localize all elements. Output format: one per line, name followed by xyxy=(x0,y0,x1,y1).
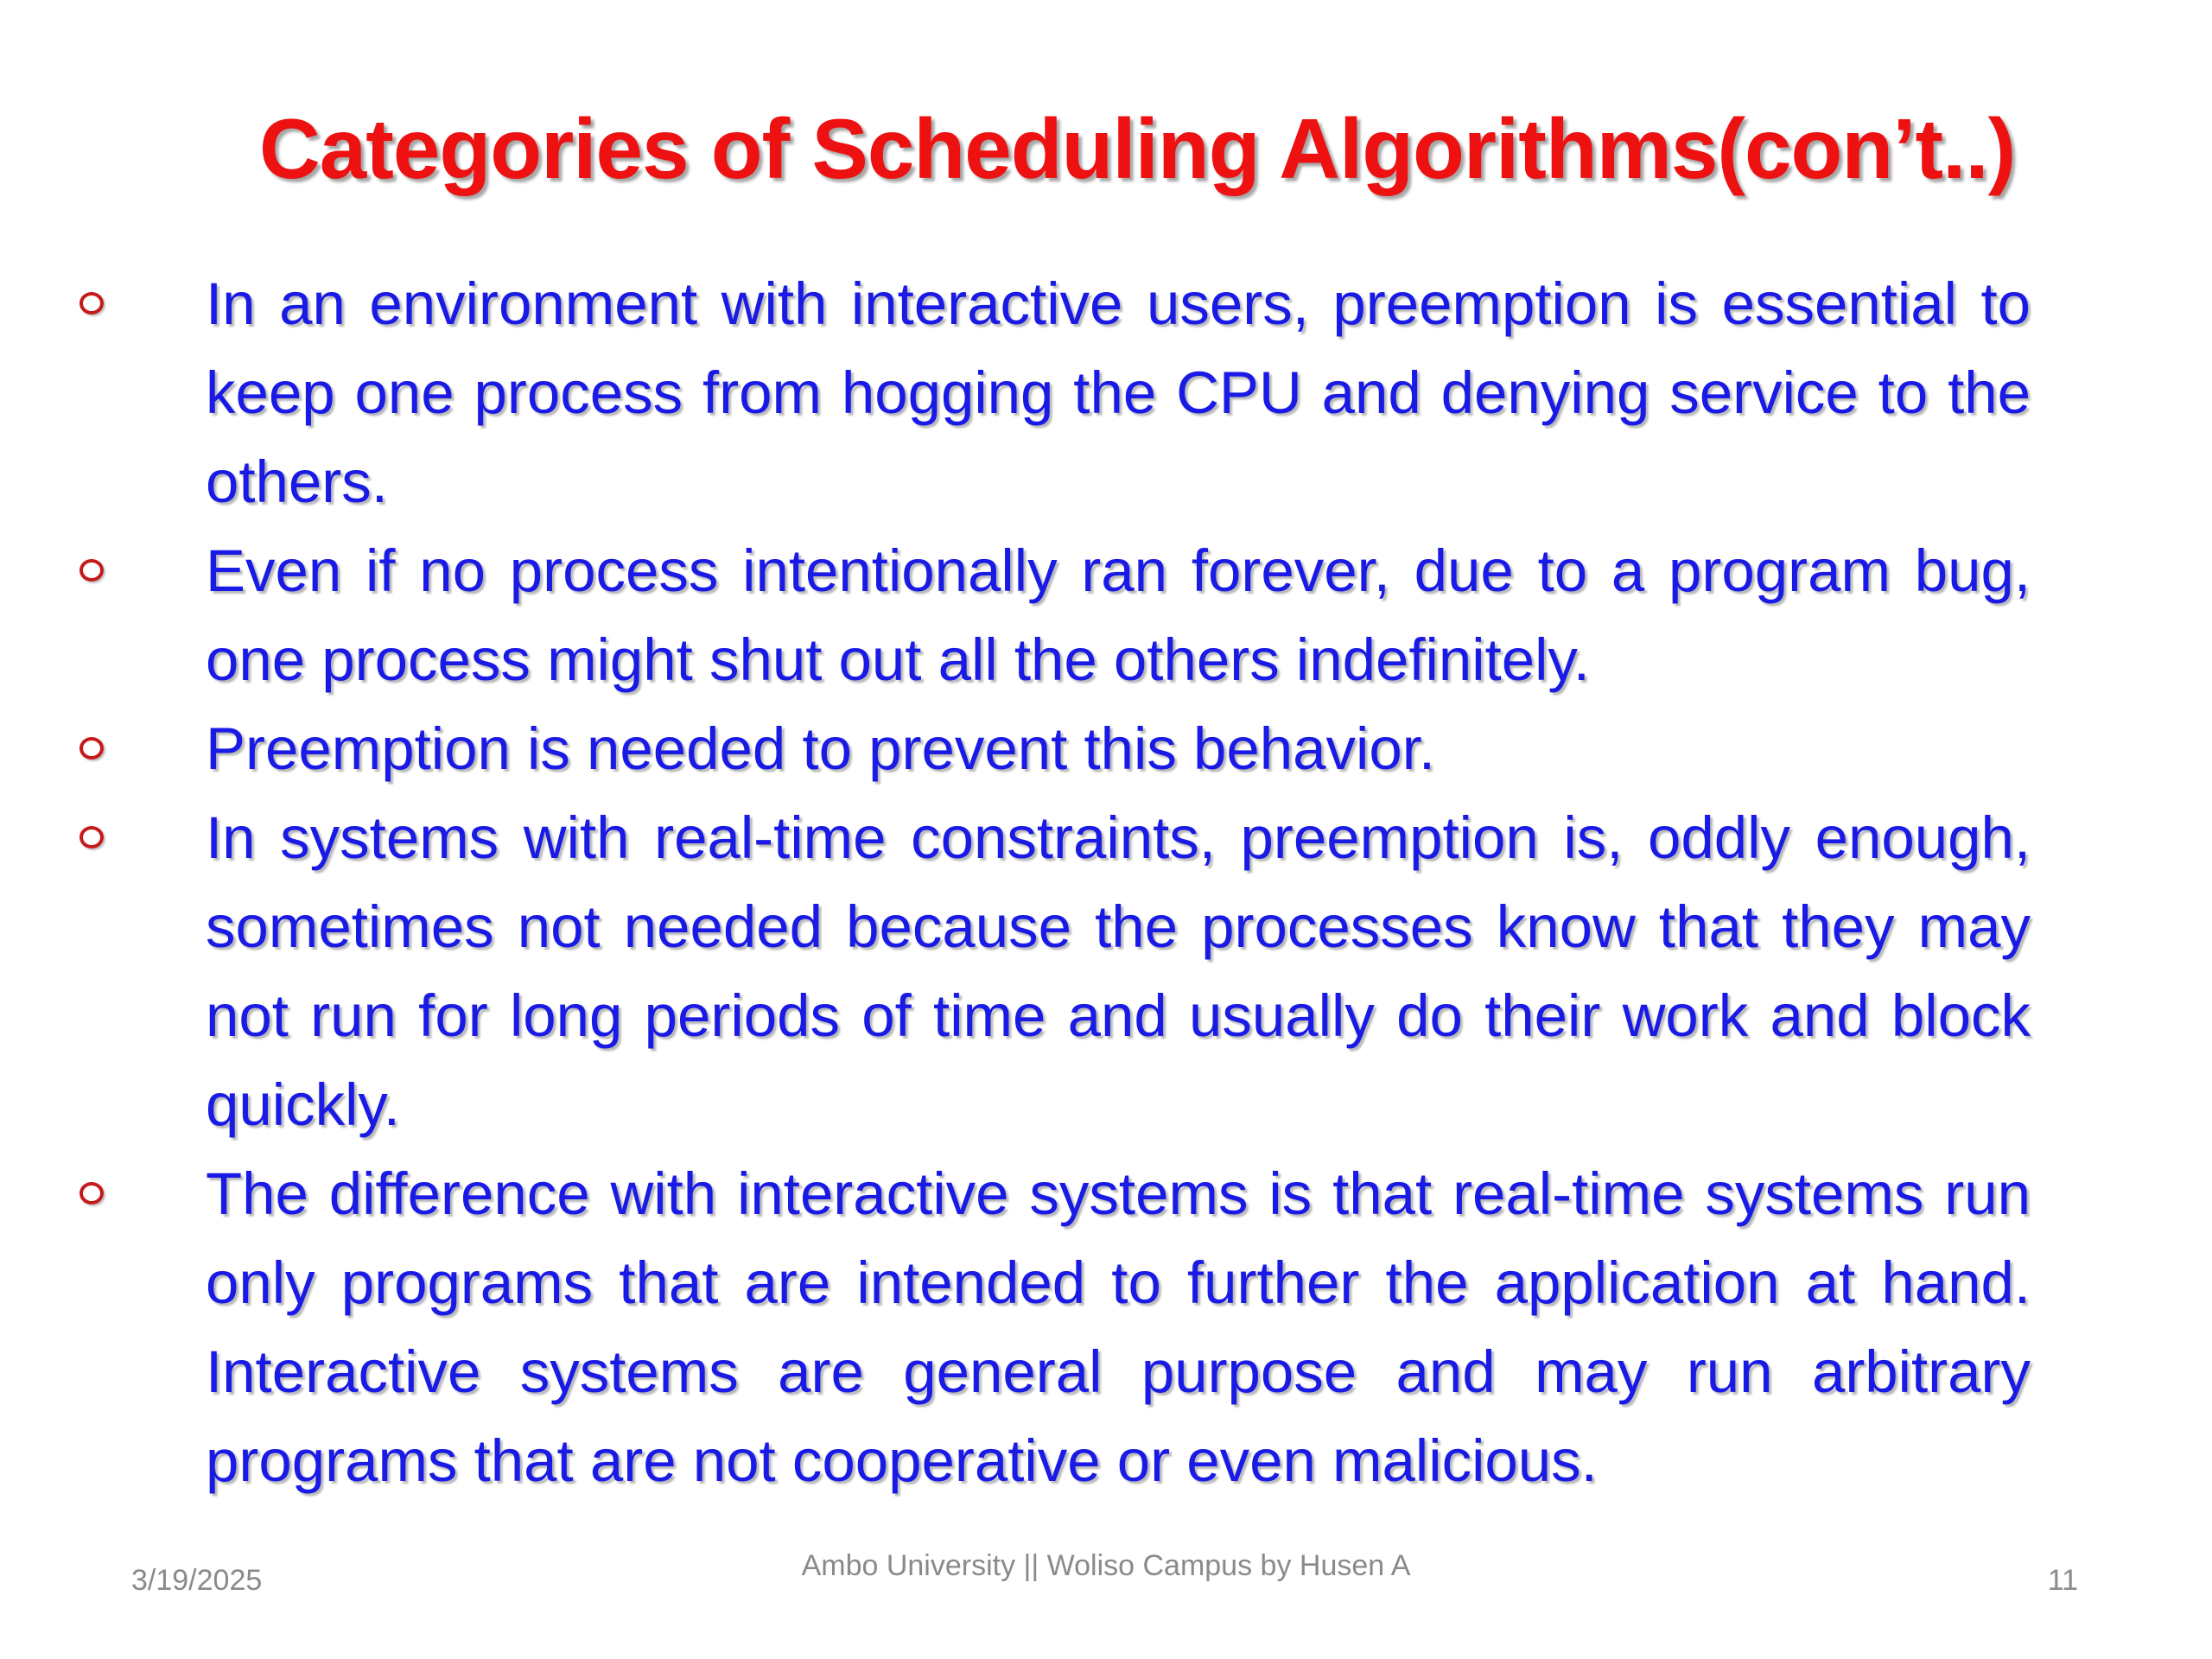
bullet-text: The difference with interactive systems is that real-time systems run only programs that are intended to further the application at hand. Interactive systems are general purpose and may run arbitrary programs that are not cooperative or even malicious. xyxy=(206,1160,2031,1494)
footer-date: 3/19/2025 xyxy=(131,1564,263,1597)
bullet-text: Even if no process intentionally ran forever, due to a program bug, one process might shut out all the others indefinitely. xyxy=(206,537,2031,693)
footer-text: Ambo University || Woliso Campus by Husen A xyxy=(801,1549,1411,1582)
bullet-text: In an environment with interactive users, preemption is essential to keep one process from hogging the CPU and denying service to the others. xyxy=(206,270,2031,515)
bullet-item xyxy=(78,259,2031,526)
bullet-text: Preemption is needed to prevent this behavior. xyxy=(206,715,1436,782)
hollow-circle-bullet-icon xyxy=(79,737,104,760)
hollow-circle-bullet-icon xyxy=(79,559,104,582)
bullet-list xyxy=(78,259,2031,1505)
bullet-item xyxy=(78,793,2031,1149)
bullet-item xyxy=(78,526,2031,704)
hollow-circle-bullet-icon xyxy=(79,292,104,315)
slide-number: 11 xyxy=(2047,1564,2078,1597)
slide-title: Categories of Scheduling Algorithms(con’t..) xyxy=(259,101,2016,196)
bullet-text: In systems with real-time constraints, preemption is, oddly enough, sometimes not needed because the processes know that they may not run for long periods of time and usually do their work and block quickly. xyxy=(206,804,2031,1138)
bullet-item xyxy=(78,1149,2031,1505)
hollow-circle-bullet-icon xyxy=(79,1182,104,1205)
hollow-circle-bullet-icon xyxy=(79,826,104,849)
bullet-item xyxy=(78,704,2031,793)
